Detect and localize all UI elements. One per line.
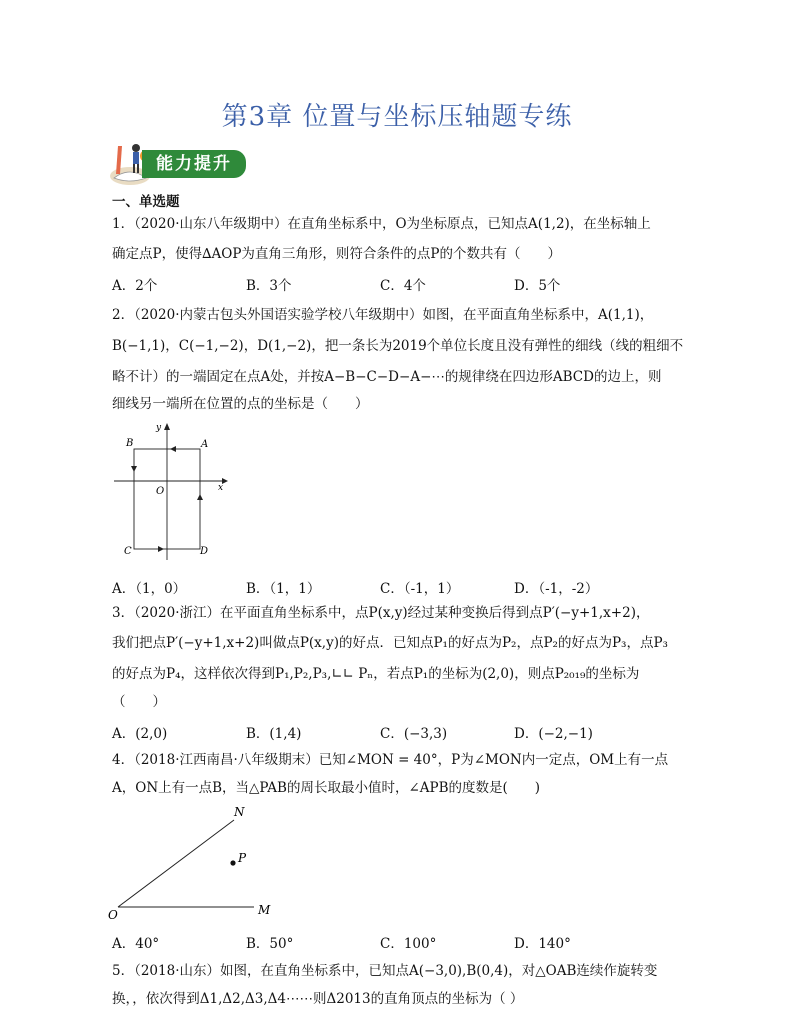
q2-line1: 2．（2020·内蒙古包头外国语实验学校八年级期中）如图，在平面直角坐标系中，A(1,1)， <box>112 307 654 323</box>
q2-option-c: C．（-1，1） <box>380 581 460 597</box>
q2-line3: 略不计）的一端固定在点A处，并按A−B−C−D−A−⋯的规律绕在四边形ABCD的边上，则 <box>112 369 662 385</box>
q1-option-a: A．2个 <box>112 278 158 294</box>
q2-label-b: B <box>126 438 134 449</box>
q4-line2: A，ON上有一点B，当△PAB的周长取最小值时，∠APB的度数是( ) <box>112 780 541 796</box>
q2-figure <box>110 418 240 568</box>
q4-label-n: N <box>234 805 245 819</box>
q2-option-a: A．（1，0） <box>112 581 187 597</box>
q2-line4: 细线另一端所在位置的点的坐标是（ ） <box>112 396 369 412</box>
q3-option-d: D．(−2,−1) <box>514 726 593 742</box>
q1-option-c: C．4个 <box>380 278 426 294</box>
q3-line3: 的好点为P₄，这样依次得到P₁,P₂,P₃,∟∟ Pₙ，若点P₁的坐标为(2,0)，则点P₂₀₁₉的坐标为 <box>112 666 640 682</box>
section-banner <box>108 136 248 188</box>
q4-label-m: M <box>258 903 271 917</box>
q2-label-a: A <box>201 439 209 450</box>
q2-arrow-top <box>170 446 176 452</box>
q3-line1: 3．（2020·浙江）在平面直角坐标系中，点P(x,y)经过某种变换后得到点P′(−y+1,x+2)， <box>112 605 650 621</box>
q4-label-p: P <box>238 851 247 865</box>
q1-option-d: D．5个 <box>514 278 561 294</box>
q2-label-y: y <box>156 423 162 433</box>
q2-arrow-left <box>131 466 137 472</box>
q4-option-c: C．100° <box>380 936 437 952</box>
q4-figure <box>106 800 286 922</box>
page-title: 第3章 位置与坐标压轴题专练 <box>221 102 573 132</box>
q1-line1: 1．（2020·山东八年级期中）在直角坐标系中，O为坐标原点，已知点A(1,2)，在坐标轴上 <box>112 216 651 232</box>
q4-label-o: O <box>108 908 118 922</box>
q3-option-c: C．(−3,3) <box>380 726 448 742</box>
q2-y-arrow <box>164 423 170 430</box>
q2-label-x: x <box>218 483 224 493</box>
q2-arrow-right <box>197 494 203 500</box>
q3-option-b: B．(1,4) <box>246 726 302 742</box>
q1-line2: 确定点P，使得∆AOP为直角三角形，则符合条件的点P的个数共有（ ） <box>112 246 561 262</box>
banner-label: 能力提升 <box>142 150 246 178</box>
q4-option-a: A．40° <box>112 936 160 952</box>
q1-option-b: B．3个 <box>246 278 292 294</box>
q4-option-d: D．140° <box>514 936 571 952</box>
q2-label-o: O <box>156 486 165 497</box>
q3-option-a: A．(2,0) <box>112 726 168 742</box>
q4-line1: 4．（2018·江西南昌·八年级期末）已知∠MON = 40°，P为∠MON内一定点，OM上有一点 <box>112 752 669 768</box>
q4-ray-on <box>118 820 234 907</box>
q2-line2: B(−1,1)，C(−1,−2)，D(1,−2)，把一条长为2019个单位长度且没有弹性的细线（线的粗细不 <box>112 338 684 354</box>
q2-label-c: C <box>124 546 132 557</box>
q3-line2: 我们把点P′(−y+1,x+2)叫做点P(x,y)的好点．已知点P₁的好点为P₂，点P₂的好点为P₃，点P₃ <box>112 635 668 651</box>
q2-label-d: D <box>200 546 209 557</box>
q4-option-b: B．50° <box>246 936 294 952</box>
q3-line4: （ ） <box>112 694 166 710</box>
q2-option-d: D．（-1，-2） <box>514 581 599 597</box>
q5-line1: 5．（2018·山东）如图，在直角坐标系中，已知点A(−3,0),B(0,4)，对△OAB连续作旋转变 <box>112 963 658 979</box>
section-heading: 一、单选题 <box>112 194 180 210</box>
q2-arrow-bottom <box>158 546 164 552</box>
q2-option-b: B．（1，1） <box>246 581 321 597</box>
q4-point-p <box>230 860 235 865</box>
q5-line2: 换，，依次得到Δ1,Δ2,Δ3,Δ4⋯⋯则Δ2013的直角顶点的坐标为（ ） <box>112 991 524 1007</box>
